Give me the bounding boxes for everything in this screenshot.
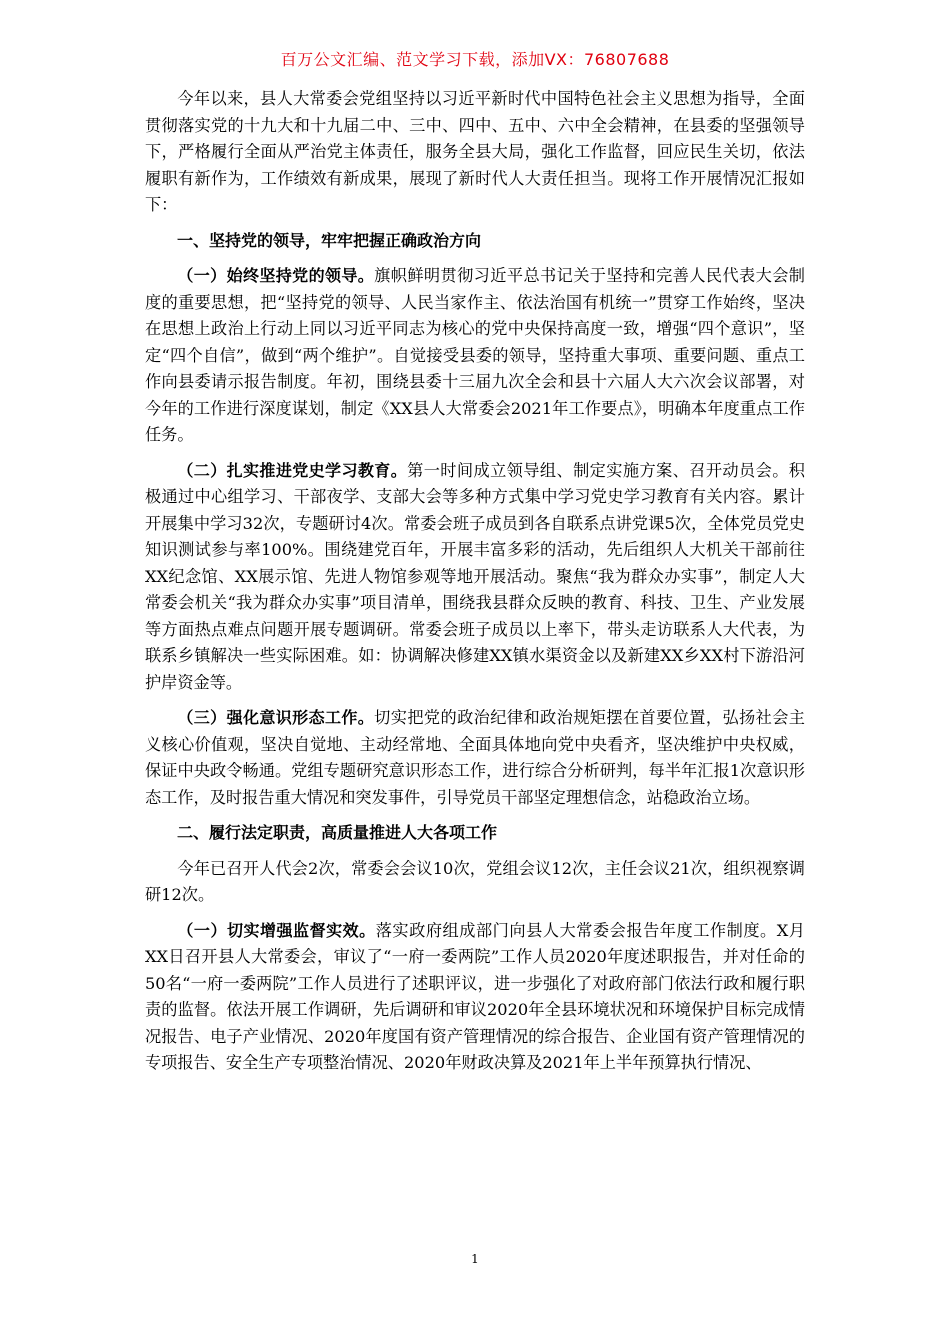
section-1-item-1 bbox=[145, 263, 805, 449]
item-lead: （二）扎实推进党史学习教育。 bbox=[177, 460, 408, 480]
item-lead: （三）强化意识形态工作。 bbox=[177, 708, 375, 727]
intro-paragraph: 今年以来，县人大常委会党组坚持以习近平新时代中国特色社会主义思想为指导，全面贯彻落实党的十九大和十九届二中、三中、四中、五中、六中全会精神，在县委的坚强领导下，严格履行全面从严治党主体责任，服务全县大局，强化工作监督，回应民生关切，依法履职有新作为，工作绩效有新成果，展现了新时代人大责任担当。现将工作开展情况汇报如下： bbox=[145, 89, 805, 214]
item-text: 第一时间成立领导组、制定实施方案、召开动员会。积极通过中心组学习、干部夜学、支部大会等多种方式集中学习党史学习教育有关内容。累计开展集中学习32次，专题研讨4次。常委会班子成员到各自联系点讲党课5次，全体党员党史知识测试参与率100%。围绕建党百年，开展丰富多彩的活动，先后组织人大机关干部前往XX纪念馆、XX展示馆、先进人物馆参观等地开展活动。聚焦“我为群众办实事”，制定人大常委会机关“我为群众办实事”项目清单，围绕我县群众反映的教育、科技、卫生、产业发展等方面热点难点问题开展专题调研。常委会班子成员以上率下，带头走访联系人大代表，为联系乡镇解决一些实际困难。如：协调解决修建XX镇水渠资金以及新建XX乡XX村下游沿河护岸资金等。 bbox=[145, 460, 805, 692]
section-1-item-3 bbox=[145, 705, 805, 811]
section-2-intro: 今年已召开人代会2次，常委会会议10次，党组会议12次，主任会议21次，组织视察调研12次。 bbox=[145, 858, 805, 904]
section-1-item-2 bbox=[145, 458, 805, 697]
section-1-heading: 一、坚持党的领导，牢牢把握正确政治方向 bbox=[177, 230, 482, 250]
section-2-item-1 bbox=[145, 918, 805, 1077]
document-body bbox=[145, 86, 805, 1086]
item-text: 切实把党的政治纪律和政治规矩摆在首要位置，弘扬社会主义核心价值观，坚决自觉地、主动经常地、全面具体地向党中央看齐，坚决维护中央权威，保证中央政令畅通。党组专题研究意识形态工作，进行综合分析研判，每半年汇报1次意识形态工作，及时报告重大情况和突发事件，引导党员干部坚定理想信念，站稳政治立场。 bbox=[145, 708, 805, 807]
item-lead: （一）切实增强监督实效。 bbox=[177, 920, 376, 940]
page-number: 1 bbox=[471, 1252, 479, 1266]
section-2-heading: 二、履行法定职责，高质量推进人大各项工作 bbox=[177, 823, 498, 842]
item-lead: （一）始终坚持党的领导。 bbox=[177, 266, 375, 285]
header-banner: 百万公文汇编、范文学习下载，添加VX：76807688 bbox=[280, 50, 670, 69]
item-text: 落实政府组成部门向县人大常委会报告年度工作制度。X月XX日召开县人大常委会，审议了“一府一委两院”工作人员2020年度述职报告，并对任命的50名“一府一委两院”工作人员进行了述职评议，进一步强化了对政府部门依法行政和履行职责的监督。依法开展工作调研，先后调研和审议2020年全县环境状况和环境保护目标完成情况报告、电子产业情况、2020年度国有资产管理情况的综合报告、企业国有资产管理情况的专项报告、安全生产专项整治情况、2020年财政决算及2021年上半年预算执行情况、 bbox=[145, 920, 805, 1072]
item-text: 旗帜鲜明贯彻习近平总书记关于坚持和完善人民代表大会制度的重要思想，把“坚持党的领导、人民当家作主、依法治国有机统一”贯穿工作始终，坚决在思想上政治上行动上同以习近平同志为核心的党中央保持高度一致，增强“四个意识”，坚定“四个自信”，做到“两个维护”。自觉接受县委的领导，坚持重大事项、重要问题、重点工作向县委请示报告制度。年初，围绕县委十三届九次全会和县十六届人大六次会议部署，对今年的工作进行深度谋划，制定《XX县人大常委会2021年工作要点》，明确本年度重点工作任务。 bbox=[145, 266, 805, 444]
